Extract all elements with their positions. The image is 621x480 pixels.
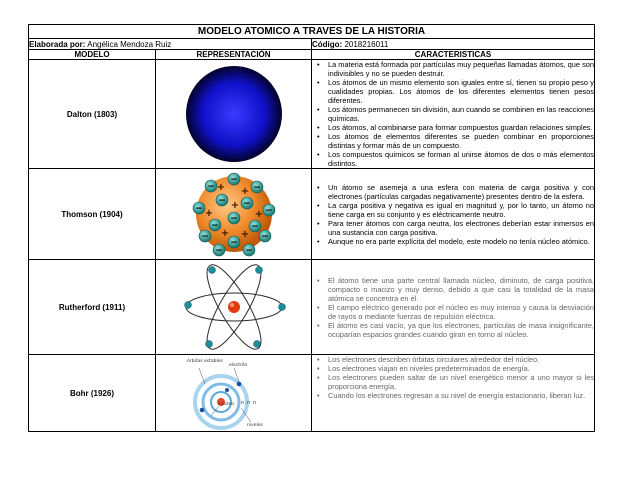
dalton-sphere-icon — [156, 60, 312, 169]
list-item: • La materia está formada por partículas muy pequeñas llamadas átomos, que son indivisibles y no se pueden destruir. — [328, 60, 594, 78]
author-label: Elaborada por: — [29, 39, 86, 49]
svg-text:−: − — [252, 183, 261, 193]
code-label: Código: — [312, 39, 343, 49]
characteristics-list — [312, 169, 595, 260]
header-characteristics: CARACTERISTICAS — [312, 50, 595, 60]
bohr-label-electron: electrón — [228, 363, 247, 368]
history-table — [28, 24, 595, 432]
svg-text:+: + — [240, 229, 249, 240]
list-item: • Los electrones pueden saltar de un nivel energético menor a uno mayor si les proporciona energía. — [328, 373, 594, 391]
svg-text:−: − — [260, 232, 269, 242]
svg-text:−: − — [242, 199, 251, 209]
model-name: Rutherford (1911) — [29, 260, 156, 355]
svg-text:−: − — [214, 246, 223, 256]
list-item: • La carga positiva y negativa es igual en magnitud y, por lo tanto, un átomo no tiene carga en su conjunto y es eléctricamente neutro. — [328, 201, 594, 219]
list-item: • Los electrones describen órbitas circulares alrededor del núcleo. — [328, 355, 594, 364]
author-cell — [29, 39, 312, 50]
svg-text:−: − — [264, 206, 273, 216]
list-item: • Los electrones viajan en niveles predeterminados de energía. — [328, 364, 594, 373]
list-item: • El átomo tiene una parte central llamada núcleo, diminuto, de carga positiva, compacto o macizo y muy denso, debido a que casi la totalidad de la masa atómica se concentra en él. — [328, 276, 594, 303]
svg-text:n: n — [246, 400, 250, 406]
list-item: • Los átomos de un mismo elemento son iguales entre sí, tienen su propio peso y cualidades propias. Los átomos de los diferentes elementos tienen pesos diferentes. — [328, 78, 594, 105]
table-row-rutherford — [29, 260, 595, 355]
bohr-label-levels: niveles — [246, 423, 263, 428]
svg-text:−: − — [244, 246, 253, 256]
code-cell — [312, 39, 595, 50]
list-item: • El átomo es casi vacío, ya que los electrones, partículas de masa insignificante, ocuparían espacios grandes cuando giran en torno al núcleo. — [328, 321, 594, 339]
svg-text:−: − — [200, 232, 209, 242]
author-name: Angélica Mendoza Ruiz — [87, 39, 172, 49]
list-item: • Aunque no era parte explícita del modelo, este modelo no tenía núcleo atómico. — [328, 237, 594, 246]
bohr-levels-icon — [156, 355, 312, 432]
header-model: MODELO — [29, 50, 156, 60]
list-item: • Cuando los electrones regresan a su nivel de energía estacionario, liberan luz. — [328, 391, 594, 400]
svg-text:+: + — [254, 209, 263, 220]
list-item: • Los átomos, al combinarse para formar compuestos guardan relaciones simples. — [328, 123, 594, 132]
model-name: Bohr (1926) — [29, 355, 156, 432]
list-item: • Los átomos permanecen sin división, aun cuando se combinen en las reacciones químicas. — [328, 105, 594, 123]
svg-text:−: − — [250, 222, 259, 232]
code-value: 2018216011 — [344, 39, 389, 49]
svg-text:−: − — [210, 221, 219, 231]
list-item: • El campo eléctrico generado por el núcleo es muy intenso y causa la desviación de rayos α mediante fuerzas de repulsión eléctrica. — [328, 303, 594, 321]
model-name: Dalton (1803) — [29, 60, 156, 169]
svg-text:n: n — [240, 400, 244, 406]
bohr-label-nucleus: núcleo — [218, 402, 234, 407]
characteristics-list — [312, 260, 595, 355]
rutherford-orbit-icon — [156, 260, 312, 355]
table-row-thomson — [29, 169, 595, 260]
list-item: • Los compuestos químicos se forman al unirse átomos de dos o más elementos distintos. — [328, 150, 594, 168]
svg-text:+: + — [204, 208, 213, 219]
table-row-dalton — [29, 60, 595, 169]
svg-text:−: − — [229, 214, 238, 224]
svg-text:−: − — [206, 182, 215, 192]
svg-text:+: + — [220, 228, 229, 239]
svg-text:−: − — [229, 238, 238, 248]
bohr-label-orbits: órbitas estables — [186, 359, 223, 364]
list-item: • Los átomos de elementos diferentes se pueden combinar en proporciones distintas y formar más de un compuesto. — [328, 132, 594, 150]
svg-text:−: − — [217, 196, 226, 206]
list-item: • Para tener átomos con carga neutra, los electrones deberían estar inmersos en una sustancia con carga positiva. — [328, 219, 594, 237]
characteristics-list — [312, 60, 595, 169]
svg-text:+: + — [230, 200, 239, 211]
characteristics-list — [312, 355, 595, 432]
svg-text:+: + — [240, 186, 249, 197]
thomson-plum-pudding-icon — [156, 169, 312, 260]
svg-text:−: − — [229, 175, 238, 185]
model-name: Thomson (1904) — [29, 169, 156, 260]
header-representation: REPRESENTACIÓN — [156, 50, 312, 60]
document-title: MODELO ATOMICO A TRAVES DE LA HISTORIA — [29, 25, 595, 39]
svg-text:−: − — [194, 204, 203, 214]
svg-text:n: n — [252, 400, 256, 406]
table-row-bohr — [29, 355, 595, 432]
svg-text:+: + — [216, 182, 225, 193]
list-item: • Un átomo se asemeja a una esfera con materia de carga positiva y con electrones (partículas cargadas negativamente) presentes dentro de la esfera. — [328, 183, 594, 201]
